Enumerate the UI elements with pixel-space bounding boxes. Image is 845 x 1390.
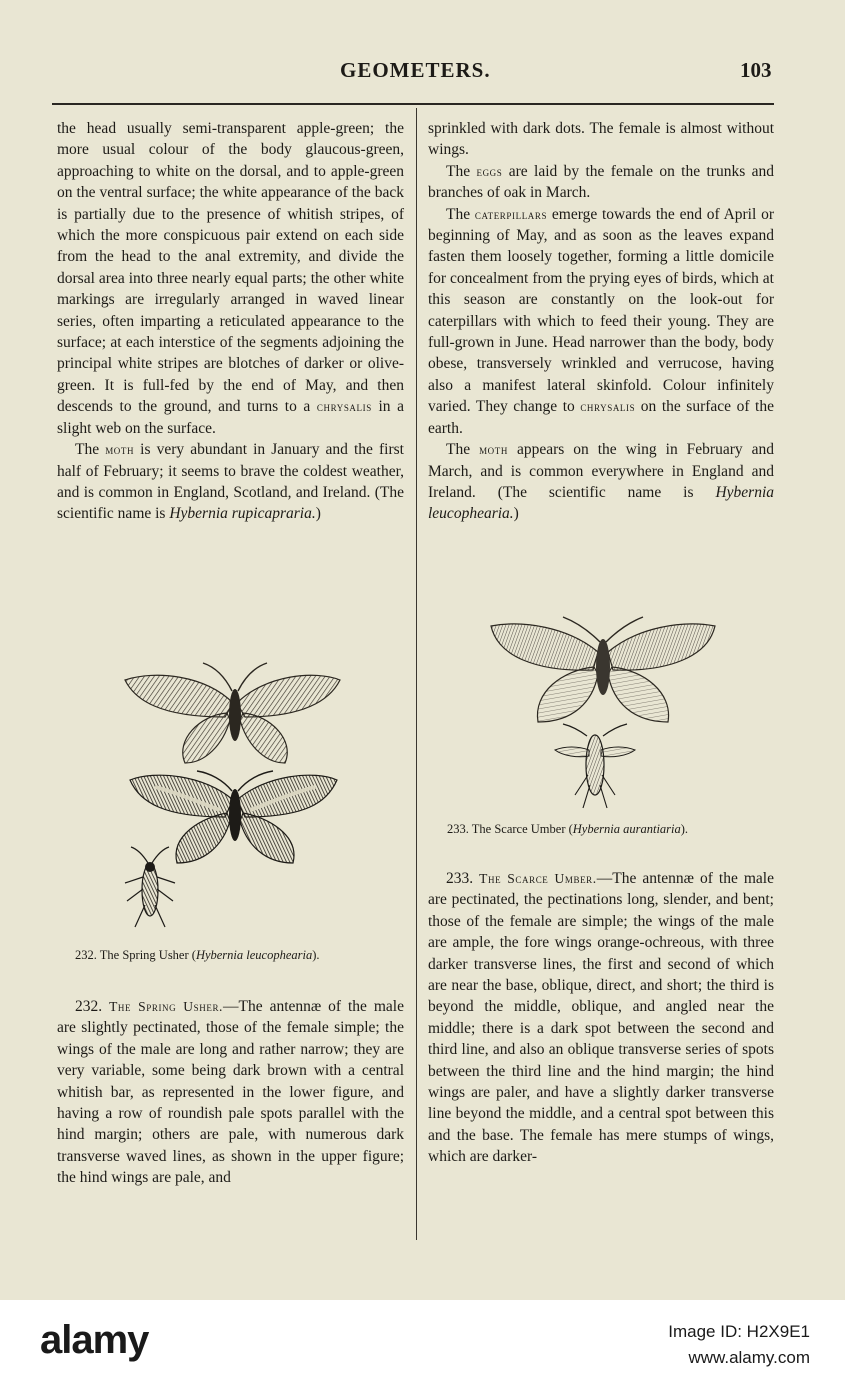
caption-scientific-name: Hybernia leucophearia bbox=[195, 948, 313, 962]
text-run: emerge towards the end of April or beginning of May, and as soon as the leaves expand fasten them loosely together, forming a little domicile for concealment from the prying eyes of birds, which at this season are constantly on the look-out for caterpillars with which to feed their young. They are full-grown in June. Head narrower than the body, body obese, transversely wrinkled and verrucose, having also a manifest lateral skinfold. Colour infinitely varied. They change to bbox=[428, 205, 774, 416]
figure-232-spring-usher bbox=[115, 655, 355, 945]
alamy-logo: alamy bbox=[40, 1318, 149, 1362]
small-caps-term: eggs bbox=[476, 163, 503, 179]
right-column-top bbox=[428, 118, 774, 525]
scientific-name: Hybernia rupicapraria. bbox=[169, 505, 316, 523]
header-rule bbox=[52, 103, 774, 105]
upper-moth-illustration bbox=[125, 663, 340, 763]
female-scarce-umber-illustration bbox=[555, 724, 635, 808]
small-caps-term: moth bbox=[479, 442, 508, 458]
entry-number: 232. bbox=[75, 998, 110, 1015]
caption-scientific-name: Hybernia aurantiaria bbox=[572, 822, 681, 836]
text-run: The bbox=[446, 441, 480, 459]
text-run: The bbox=[75, 441, 106, 459]
figure-caption-233 bbox=[447, 822, 688, 837]
left-column-bottom bbox=[57, 996, 404, 1189]
caption-text: ). bbox=[680, 822, 689, 836]
paragraph-caterpillars bbox=[428, 204, 774, 439]
small-caps-term: moth bbox=[105, 442, 135, 458]
paragraph-continuation: sprinkled with dark dots. The female is almost without wings. bbox=[428, 120, 774, 159]
paragraph-caterpillar-description bbox=[57, 118, 404, 439]
entry-heading: The Spring Usher. bbox=[109, 999, 224, 1014]
site-url-label: www.alamy.com bbox=[688, 1348, 810, 1367]
left-column-top bbox=[57, 118, 404, 525]
small-caps-term: chrysalis bbox=[316, 399, 372, 415]
lower-moth-illustration bbox=[130, 771, 337, 863]
text-run: ) bbox=[315, 505, 321, 523]
text-run: ) bbox=[513, 505, 519, 523]
paragraph-scarce-umber bbox=[428, 868, 774, 1168]
text-run: the head usually semi-transparent apple-green; the more usual colour of the body glaucous-green, approaching to white on the dorsal, and to apple-green on the ventral surface; the white appearance of the back is partially due to the presence of whitish stripes, of which the more conspicuous pair extend on each side from the head to the anal extremity, and divide the dorsal area into three nearly equal parts; the other white markings are irregularly arranged in waved linear series, often imparting a reticulated appearance to the surface; at each interstice of the segments adjoining the principal white stripes are blotches of darker or olive-green. It is full-fed by the end of May, and then descends to the ground, and turns to a bbox=[57, 120, 404, 416]
entry-heading: The Scarce Umber. bbox=[479, 871, 597, 886]
small-caps-term: chrysalis bbox=[580, 399, 636, 415]
caption-text: ). bbox=[312, 948, 320, 962]
figure-caption-232 bbox=[75, 948, 320, 963]
scientific-name: Hybernia leucophearia. bbox=[428, 483, 774, 523]
text-run: on the surface of the earth. bbox=[428, 398, 774, 437]
paragraph-spring-usher bbox=[57, 996, 404, 1189]
caption-text: 232. The Spring Usher ( bbox=[75, 948, 196, 962]
running-header-title: GEOMETERS. bbox=[340, 58, 491, 82]
female-moth-illustration bbox=[125, 847, 175, 927]
right-column-bottom bbox=[428, 868, 774, 1168]
caption-text: 233. The Scarce Umber ( bbox=[447, 822, 573, 836]
text-run: The bbox=[446, 162, 477, 180]
column-divider bbox=[416, 108, 417, 1240]
paragraph-eggs bbox=[428, 161, 774, 204]
image-id-label: Image ID: H2X9E1 bbox=[668, 1322, 810, 1341]
entry-number: 233. bbox=[446, 870, 480, 887]
text-run: is very abundant in January and the first half of February; it seems to brave the coldest weather, and is common in England, Scotland, and Ireland. (The scientific name is bbox=[57, 441, 404, 523]
text-run: are laid by the female on the trunks and branches of oak in March. bbox=[428, 162, 774, 202]
page-number: 103 bbox=[740, 58, 772, 82]
text-run: —The antennæ of the male are slightly pectinated, those of the female simple; the wings of the male are long and rather narrow; they are very variable, some being dark brown with a central whitish bar, as represented in the lower figure, and having a row of roundish pale spots parallel with the hind margin; others are pale, with numerous dark transverse waved lines, as shown in the upper figure; the hind wings are pale, and bbox=[57, 998, 404, 1187]
male-scarce-umber-illustration bbox=[491, 617, 715, 722]
text-run: The bbox=[446, 205, 475, 223]
paragraph-moth-spring bbox=[57, 439, 404, 525]
small-caps-term: caterpillars bbox=[474, 206, 548, 222]
paragraph-moth-february bbox=[428, 439, 774, 525]
text-run: appears on the wing in February and March, and is common everywhere in England and Ireland. (The scientific name is bbox=[428, 441, 774, 501]
figure-233-scarce-umber bbox=[488, 612, 718, 812]
text-run: in a slight web on the surface. bbox=[57, 398, 404, 437]
text-run: —The antennæ of the male are pectinated, the pectinations long, slender, and bent; those of the female are simple; the wings of the male are ample, the fore wings orange-ochreous, with three darker transverse lines, the first and second of which are near the base, oblique, direct, and short; the third is beyond the middle, oblique, and angled near the middle; there is a dark spot between the second and third line, and also an oblique transverse series of spots between the third line and the hind margin; the hind wings are paler, and have a slightly darker transverse line beyond the middle, and a central spot between this and the base. The female has mere stumps of wings, which are darker- bbox=[428, 870, 774, 1166]
